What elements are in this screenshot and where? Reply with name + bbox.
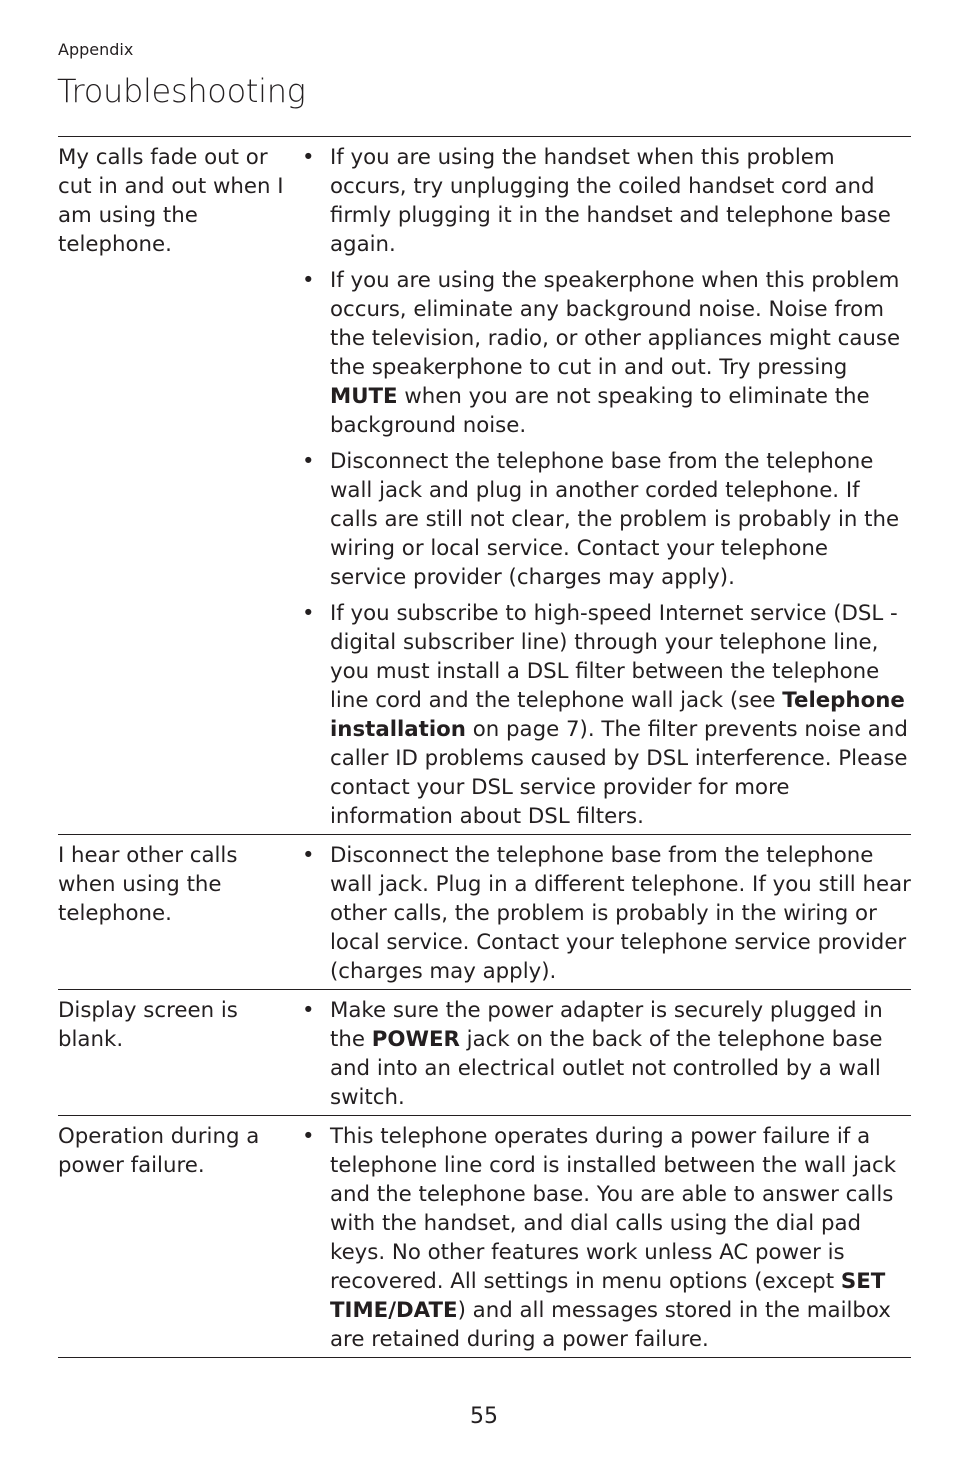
solution-text: when you are not speaking to eliminate the background noise. bbox=[330, 384, 870, 438]
bullet-icon: • bbox=[302, 601, 315, 626]
solution-list bbox=[299, 841, 911, 986]
solution-list bbox=[299, 996, 911, 1112]
solution-text: If you are using the handset when this problem occurs, try unplugging the coiled handset cord and firmly plugging it in the handset and telephone base again. bbox=[330, 145, 891, 257]
solution-text: Make sure the power adapter is securely plugged in the bbox=[330, 998, 883, 1052]
solution-item bbox=[58, 1122, 911, 1354]
problem-cell: Display screen is blank. bbox=[58, 998, 238, 1052]
page-number: 55 bbox=[470, 1404, 498, 1429]
table-row bbox=[58, 835, 911, 990]
solution-text: ) and all messages stored in the mailbox are retained during a power failure. bbox=[330, 1298, 891, 1352]
solution-text: If you subscribe to high-speed Internet service (DSL - digital subscriber line) through your telephone line, you must install a DSL filter between the telephone line cord and the telephone wall jack (see bbox=[330, 601, 898, 713]
key-term: Telephone installation bbox=[330, 688, 905, 742]
bullet-icon: • bbox=[302, 843, 315, 868]
problem-cell: Operation during a power failure. bbox=[58, 1124, 260, 1178]
solution-text: Disconnect the telephone base from the telephone wall jack. Plug in a different telephone. If you still hear other calls, the problem is probably in the wiring or local service. Contact your telephone service provider (charges may apply). bbox=[330, 843, 911, 984]
solution-item bbox=[58, 599, 911, 831]
solution-item bbox=[58, 143, 911, 259]
key-term: SET TIME/DATE bbox=[330, 1269, 886, 1323]
solution-text: jack on the back of the telephone base and into an electrical outlet not controlled by a wall switch. bbox=[330, 1027, 883, 1110]
solution-text: If you are using the speakerphone when this problem occurs, eliminate any background noise. Noise from the television, radio, or other appliances might cause the speakerphone to cut in and out. Try pressing bbox=[330, 268, 901, 380]
solution-list bbox=[299, 1122, 911, 1354]
solution-text: Disconnect the telephone base from the telephone wall jack and plug in another corded telephone. If calls are still not clear, the problem is probably in the wiring or local service. Contact your telephone service provider (charges may apply). bbox=[330, 449, 900, 590]
key-term: MUTE bbox=[330, 384, 398, 409]
key-term: POWER bbox=[371, 1027, 460, 1052]
solution-item bbox=[58, 266, 911, 440]
solution-text: on page 7). The filter prevents noise and caller ID problems caused by DSL interference. Please contact your DSL service provider for more information about DSL filters. bbox=[330, 717, 908, 829]
bullet-icon: • bbox=[302, 998, 315, 1023]
table-row bbox=[58, 137, 911, 835]
bullet-icon: • bbox=[302, 145, 315, 170]
troubleshooting-table bbox=[58, 136, 911, 1358]
bullet-icon: • bbox=[302, 449, 315, 474]
bullet-icon: • bbox=[302, 268, 315, 293]
page-title: Troubleshooting bbox=[57, 72, 306, 110]
problem-cell: My calls fade out or cut in and out when I am using the telephone. bbox=[58, 145, 284, 257]
solution-text: This telephone operates during a power failure if a telephone line cord is installed between the wall jack and the telephone base. You are able to answer calls with the handset, and dial calls using the dial pad keys. No other features work unless AC power is recovered. All settings in menu options (except bbox=[330, 1124, 897, 1294]
problem-cell: I hear other calls when using the telephone. bbox=[58, 843, 238, 926]
solution-item bbox=[58, 996, 911, 1112]
solution-item bbox=[58, 447, 911, 592]
solution-list bbox=[299, 143, 911, 831]
solution-item bbox=[58, 841, 911, 986]
section-label: Appendix bbox=[58, 40, 134, 59]
table-row bbox=[58, 990, 911, 1116]
bullet-icon: • bbox=[302, 1124, 315, 1149]
table-row bbox=[58, 1116, 911, 1358]
